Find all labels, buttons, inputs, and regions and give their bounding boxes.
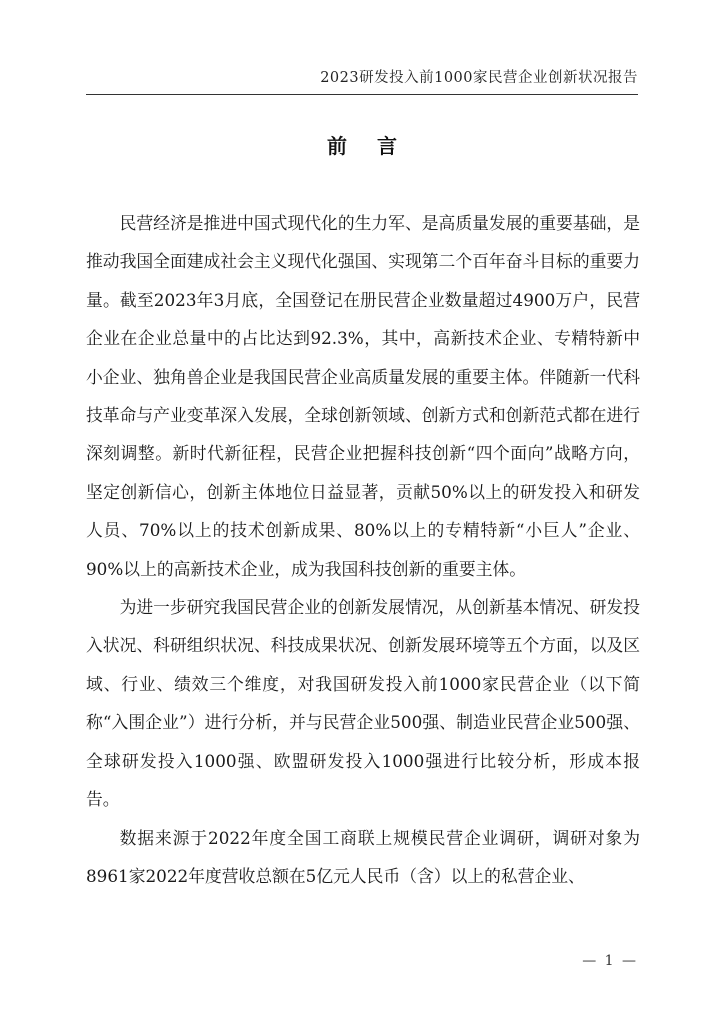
running-header: 2023研发投入前1000家民营企业创新状况报告 [320,70,638,86]
page-title: 前言 [327,134,427,158]
body-text [86,204,640,895]
paragraph-2: 为进一步研究我国民营企业的创新发展情况，从创新基本情况、研发投入状况、科研组织状况、科技成果状况、创新发展环境等五个方面，以及区域、行业、绩效三个维度，对我国研发投入前1000家民营企业（以下简称“入围企业”）进行分析，并与民营企业500强、制造业民营企业500强、全球研发投入1000强、欧盟研发投入1000强进行比较分析，形成本报告。 [86,597,640,810]
page-number: — 1 — [582,953,638,969]
header-rule [86,94,638,95]
paragraph-1: 民营经济是推进中国式现代化的生力军、是高质量发展的重要基础，是推动我国全面建成社会主义现代化强国、实现第二个百年奋斗目标的重要力量。截至2023年3月底，全国登记在册民营企业数量超过4900万户，民营企业在企业总量中的占比达到92.3%，其中，高新技术企业、专精特新中小企业、独角兽企业是我国民营企业高质量发展的重要主体。伴随新一代科技革命与产业变革深入发展，全球创新领域、创新方式和创新范式都在进行深刻调整。新时代新征程，民营企业把握科技创新“四个面向”战略方向，坚定创新信心，创新主体地位日益显著，贡献50%以上的研发投入和研发人员、70%以上的技术创新成果、80%以上的专精特新“小巨人”企业、90%以上的高新技术企业，成为我国科技创新的重要主体。 [86,213,640,579]
paragraph-3: 数据来源于2022年度全国工商联上规模民营企业调研，调研对象为8961家2022年度营收总额在5亿元人民币（含）以上的私营企业、 [86,827,640,886]
